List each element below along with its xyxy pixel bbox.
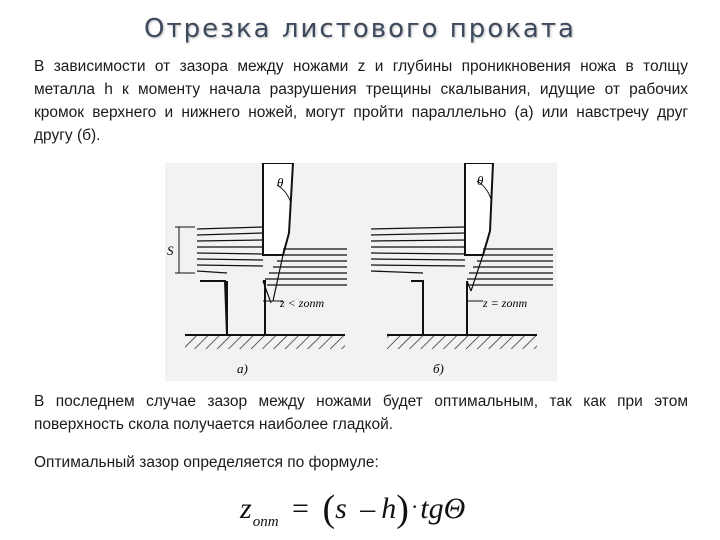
lower-knife-a <box>200 281 265 335</box>
theta-label-b: θ <box>477 173 484 188</box>
formula-subscript: опт <box>252 514 279 530</box>
lower-knife-b <box>411 281 467 335</box>
theta-label-a: θ <box>277 175 284 190</box>
gap-label-a: z < zопт <box>280 296 325 310</box>
formula-open-paren: ( <box>322 488 336 530</box>
diagram-a <box>167 163 347 376</box>
shear-diagram <box>165 163 557 381</box>
diagram-b <box>371 163 553 376</box>
caption-b: б) <box>433 361 444 376</box>
sheet-b <box>371 227 553 285</box>
formula-s: s <box>335 492 347 525</box>
formula-intro: Оптимальный зазор определяется по формуле: <box>34 454 379 471</box>
intro-paragraph: В зависимости от зазора между ножами z и глубины проникновения ножа в толщу металла h к моменту начала разрушения трещины скалывания, идущие от рабочих кромок верхнего и нижнего ножей, могут пройти параллельно (а) или навстречу друг другу (б). <box>34 58 688 144</box>
base-a <box>185 335 345 349</box>
optimal-gap-formula <box>240 484 466 530</box>
formula-h: h <box>381 492 397 525</box>
formula-equals: = <box>292 492 309 525</box>
s-label-a: S <box>167 243 174 258</box>
gap-label-b: z = zопт <box>483 296 528 310</box>
formula-tg: tgΘ <box>420 492 466 525</box>
formula-z: z <box>240 492 252 525</box>
formula-dot: · <box>410 494 419 519</box>
formula-close-paren: ) <box>396 488 409 530</box>
formula-minus: – <box>360 492 376 525</box>
base-b <box>387 335 537 349</box>
caption-a: а) <box>237 361 248 376</box>
optimal-gap-paragraph: В последнем случае зазор между ножами будет оптимальным, так как при этом поверхность скола получается наиболее гладкой. <box>34 393 688 433</box>
page-title: Отрезка листового проката <box>144 14 576 44</box>
